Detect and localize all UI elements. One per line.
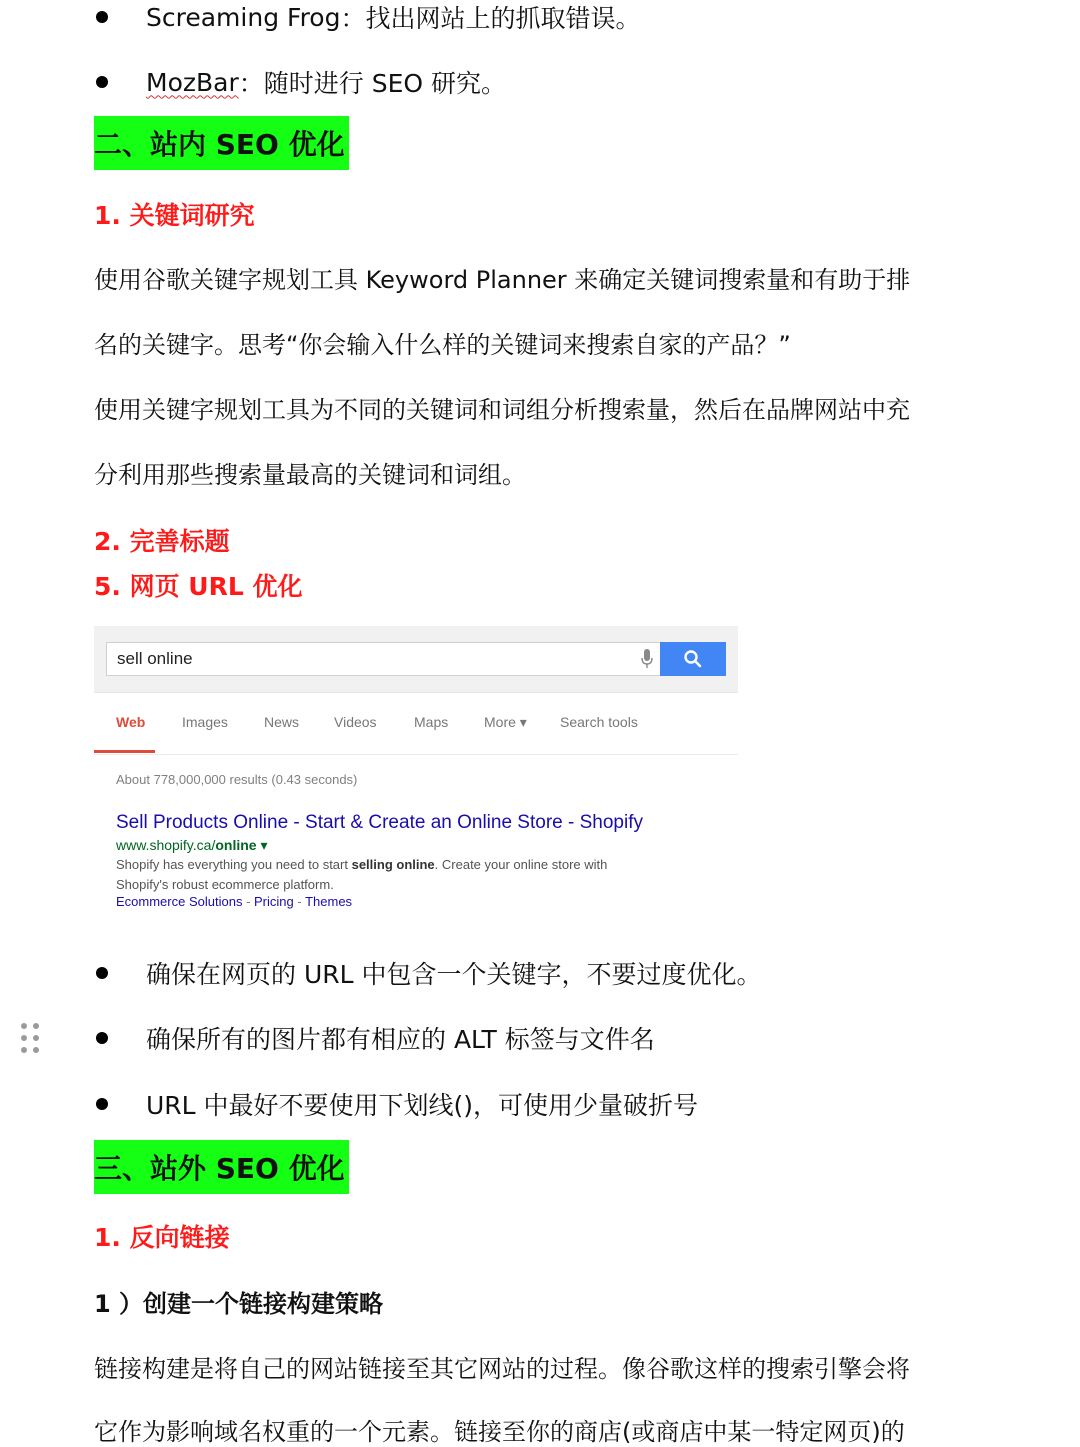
search-query: sell online — [117, 649, 193, 668]
section-heading-onsite-seo — [94, 116, 349, 170]
list-item-text: 确保所有的图片都有相应的 ALT 标签与文件名 — [146, 1025, 655, 1054]
paragraph-line: 分利用那些搜索量最高的关键词和词组。 — [94, 461, 526, 489]
sitelink-separator: - — [293, 894, 306, 909]
tab-maps: Maps — [414, 714, 449, 730]
tool-desc: ：找出网站上的抓取错误。 — [340, 4, 641, 33]
search-button — [660, 642, 726, 676]
result-stats: About 778,000,000 results (0.43 seconds) — [116, 772, 358, 787]
microphone-icon — [641, 649, 653, 669]
bullet-icon — [96, 11, 108, 23]
paragraph-line: 链接构建是将自己的网站链接至其它网站的过程。像谷歌这样的搜索引擎会将 — [94, 1355, 910, 1383]
subheading-backlinks: 1. 反向链接 — [94, 1223, 230, 1252]
result-url-prefix: www.shopify.ca/ — [116, 837, 216, 853]
result-title: Sell Products Online - Start & Create an Online Store - Shopify — [116, 812, 643, 833]
result-url-arrow: ▾ — [256, 837, 268, 853]
list-item — [94, 1018, 655, 1058]
tab-videos: Videos — [334, 714, 377, 730]
paragraph-line: 它作为影响域名权重的一个元素。链接至你的商店(或商店中某一特定网页)的 — [94, 1418, 905, 1446]
tab-more: More ▾ — [484, 714, 527, 730]
bullet-icon — [96, 967, 108, 979]
list-item-text: URL 中最好不要使用下划线()，可使用少量破折号 — [146, 1091, 699, 1120]
result-sitelinks — [116, 894, 352, 909]
subheading-url-optimization: 5. 网页 URL 优化 — [94, 572, 303, 601]
result-url-bold: online — [215, 837, 257, 853]
list-item-text: 确保在网页的 URL 中包含一个关键字，不要过度优化。 — [146, 960, 762, 989]
tab-web: Web — [116, 714, 146, 730]
result-desc-b: . Create your online store with — [434, 857, 608, 872]
drag-handle-icon[interactable] — [20, 1022, 42, 1056]
paragraph-line: 名的关键字。思考“你会输入什么样的关键词来搜索自家的产品？” — [94, 331, 791, 359]
sitelink-separator: - — [242, 894, 255, 909]
tool-name: Screaming Frog — [146, 2, 341, 32]
subheading-title-optimization: 2. 完善标题 — [94, 527, 230, 556]
result-url — [116, 837, 268, 854]
subheading-link-strategy: 1 ）创建一个链接构建策略 — [94, 1290, 384, 1318]
paragraph-line: 使用谷歌关键字规划工具 Keyword Planner 来确定关键词搜索量和有助于排 — [94, 266, 911, 294]
result-desc-bold: selling online — [351, 857, 435, 872]
active-tab-indicator — [94, 750, 155, 753]
result-desc-a: Shopify has everything you need to start — [116, 857, 352, 872]
paragraph-line: 使用关键字规划工具为不同的关键词和词组分析搜索量，然后在品牌网站中充 — [94, 396, 910, 424]
list-item — [94, 953, 762, 993]
tab-images: Images — [182, 714, 228, 730]
bullet-icon — [96, 1032, 108, 1044]
list-item — [94, 1084, 698, 1124]
section-heading-offsite-seo — [94, 1140, 349, 1194]
bullet-icon — [96, 76, 108, 88]
search-bar-area — [94, 626, 738, 693]
result-description — [116, 855, 716, 895]
list-item-mozbar — [94, 62, 506, 102]
bullet-icon — [96, 1098, 108, 1110]
search-tabs — [94, 692, 738, 755]
result-desc-line2: Shopify's robust ecommerce platform. — [116, 877, 334, 892]
sitelink: Pricing — [254, 894, 294, 909]
subheading-keyword-research: 1. 关键词研究 — [94, 201, 255, 230]
list-item-screaming-frog — [94, 0, 640, 37]
tool-desc: ：随时进行 SEO 研究。 — [238, 69, 506, 98]
search-results-screenshot — [94, 626, 738, 926]
tab-search-tools: Search tools — [560, 714, 638, 730]
tool-name: MozBar — [146, 67, 239, 97]
search-icon — [660, 642, 726, 676]
section-heading-text: 二、站内 SEO 优化 — [94, 128, 345, 161]
section-heading-text: 三、站外 SEO 优化 — [94, 1152, 345, 1185]
search-input — [106, 642, 662, 676]
sitelink: Themes — [305, 894, 353, 909]
tab-news: News — [264, 714, 300, 730]
sitelink: Ecommerce Solutions — [116, 894, 243, 909]
